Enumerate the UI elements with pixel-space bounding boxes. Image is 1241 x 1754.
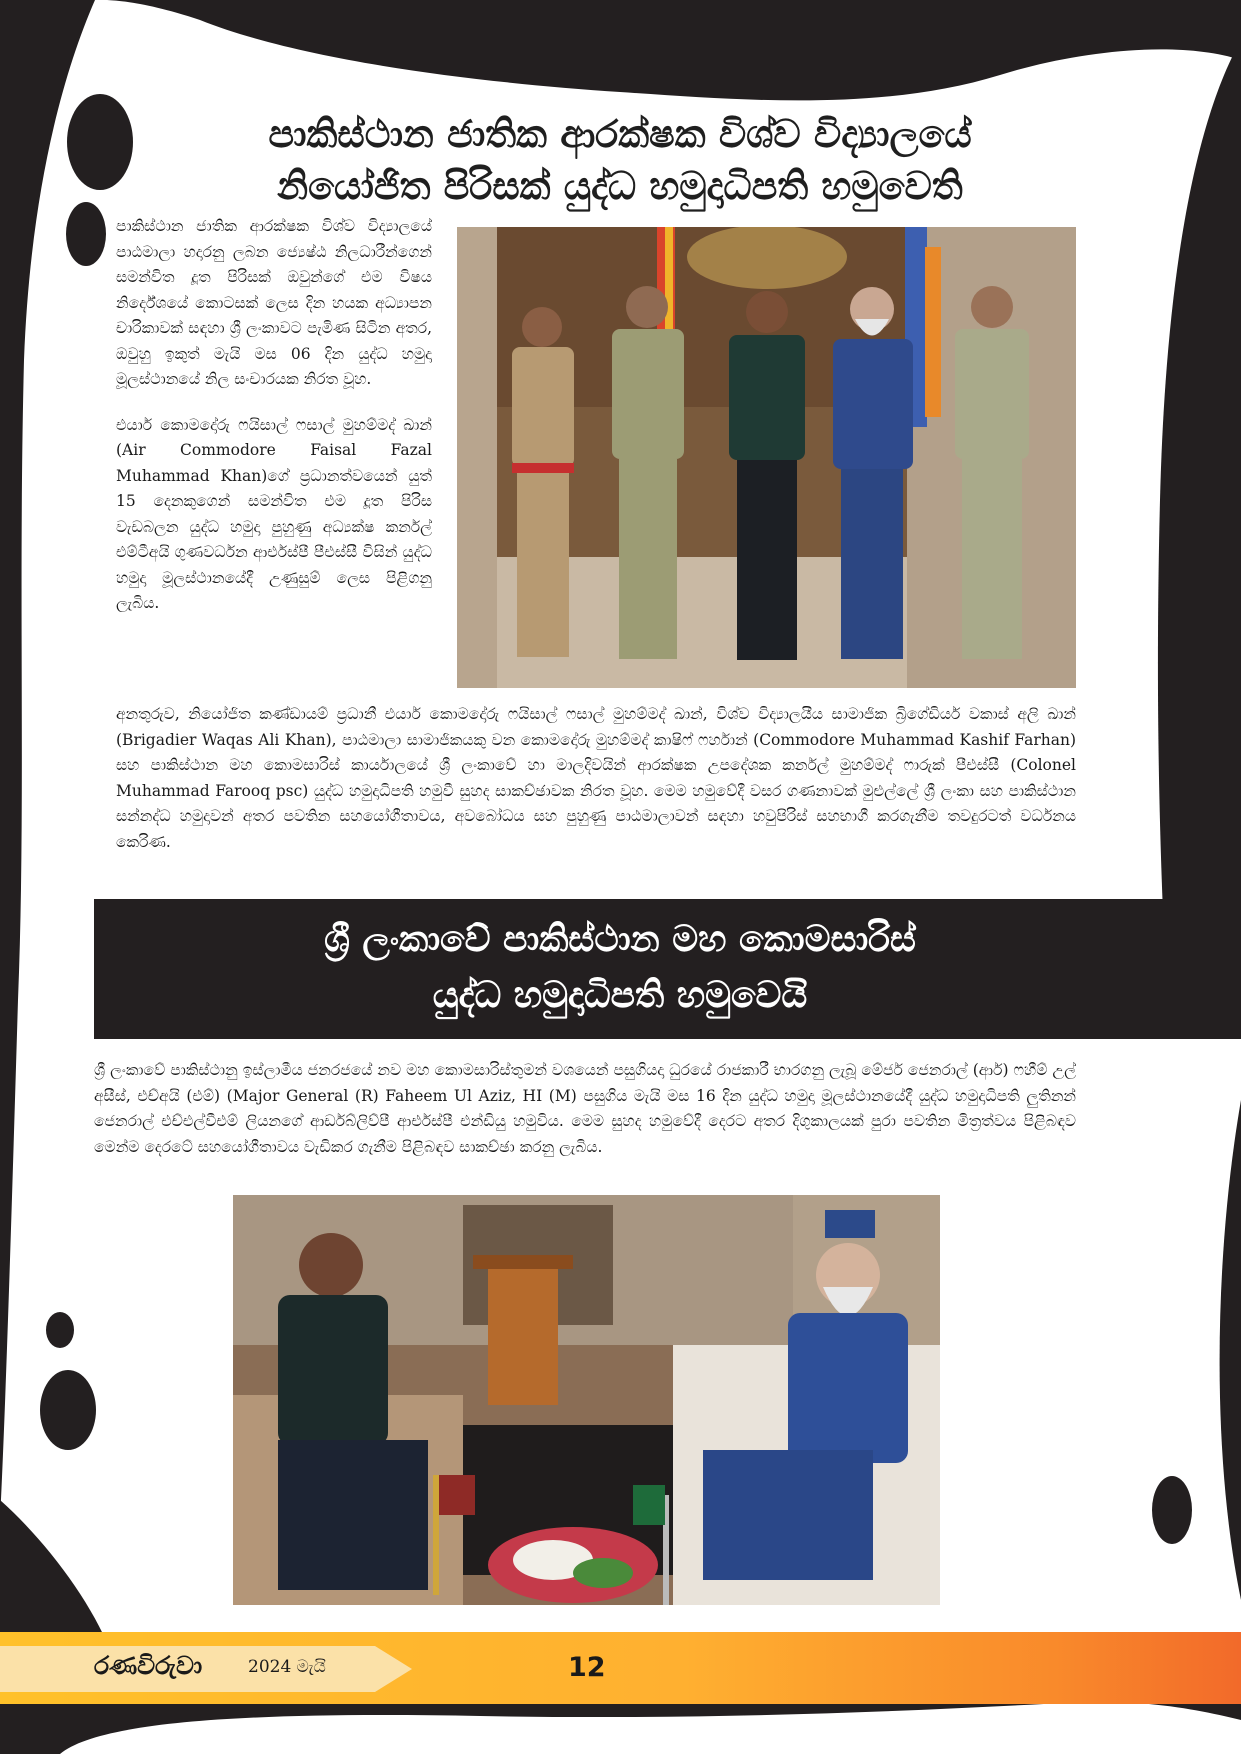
article1-paragraph-2: එයාර් කොමදෝරු ෆයිසාල් ෆසාල් මුහම්මද් ඛාන් (Air Commodore Faisal Fazal Muhammad Khan)ගේ ප්‍රධානත්වයෙන් යුත් 15 දෙනකුගෙන් සමන්විත එම දූත පිරිස වැඩබලන යුද්ධ හමුදා පුහුණු අධ්‍යක්ෂ කර්නල් එම්ටීඅයි ගුණවර්ධන ආර්එස්පී පීඑස්සී විසින් යුද්ධ හමුදා මූලස්ථානයේදී උණුසුම් ලෙස පිළිගනු ලැබිය. xyxy=(116,415,432,612)
article2-title-line1: ශ්‍රී ලංකාවේ පාකිස්ථාන මහ කොමසාරිස් xyxy=(324,919,916,960)
article1-title-line2: නියෝජිත පිරිසක් යුද්ධ හමුදාධිපති හමුවෙති xyxy=(277,164,963,208)
publication-logo: රණවිරුවා xyxy=(94,1651,203,1680)
article2-title xyxy=(94,912,1146,1024)
article1-column xyxy=(116,214,432,637)
article1-title-line1: පාකිස්ථාන ජාතික ආරක්ෂක විශ්ව විද්‍යාලයේ xyxy=(268,112,972,156)
article2-paragraph: ශ්‍රී ලංකාවේ පාකිස්ථානු ඉස්ලාමීය ජනරජයේ නව මහ කොමසාරිස්තුමන් වශයෙන් පසුගියදා ධුරයේ රාජකාරී භාරගනු ලැබූ මේජර් ජෙනරාල් (ආර්) ෆහීම් උල් අසීස්, එච්අයි (එම්) (Major General (R) Faheem Ul Aziz, HI (M) පසුගිය මැයි මස 16 දින යුද්ධ හමුදා මූලස්ථානයේදී යුද්ධ හමුදාධිපති ලුතිනන් ජෙනරාල් එච්එල්වීඑම් ලියනගේ ආර්ඩබ්ලිව්පී ආර්එස්පී එන්ඩියු හමුවිය. මෙම සුහද හමුවේදී දෙරට අතර දිගුකාලයක් පුරා පවතින මිත්‍රත්වය පිළිබඳව මෙන්ම දෙරටේ සහයෝගීතාවය වැඩිකර ගැනීම පිළිබඳව සාකච්ඡා කරනු ලැබිය. xyxy=(94,1061,1076,1156)
article1-title xyxy=(150,108,1090,212)
meeting-photo xyxy=(233,1195,940,1605)
page-number: 12 xyxy=(568,1652,606,1683)
issue-date: 2024 මැයි xyxy=(248,1657,326,1677)
article1-paragraph-3: අනතුරුව, නියෝජිත කණ්ඩායම් ප්‍රධානී එයාර් කොමදෝරු ෆයිසාල් ෆසාල් මුහම්මද් ඛාන්, විශ්ව විද්‍යාලයීය සාමාජික බ්‍රිගේඩියර් වකාස් අලි ඛාන් (Brigadier Waqas Ali Khan), පාඨමාලා සාමාජිකයකු වන කොමදෝරු මුහම්මද් කාෂිෆ් ෆර්හාන් (Commodore Muhammad Kashif Farhan) සහ පාකිස්ථාන මහ කොමසාරිස් කාර්යාලයේ ශ්‍රී ලංකාවේ හා මාලදිවයින් ආරක්ෂක උපදේශක කර්නල් මුහම්මද් ෆාරුක් පීඑස්සී (Colonel Muhammad Farooq psc) යුද්ධ හමුදාධිපති හමුවී සුහද සාකච්ඡාවක නිරත වූහ. මෙම හමුවේදී වසර ගණනාවක් මුළුල්ලේ ශ්‍රී ලංකා සහ පාකිස්ථාන සන්නද්ධ හමුදාවන් අතර පවතින සහයෝගීතාවය, අවබෝධය සහ පුහුණු පාඨමාලාවන් සඳහා හවුපිරිස් සහභාගී කරගැනීම තවදුරටත් වර්ධනය කෙරිණ. xyxy=(116,705,1076,851)
footer-tab xyxy=(0,1646,412,1692)
article1-paragraph-1: පාකිස්ථාන ජාතික ආරක්ෂක විශ්ව විද්‍යාලයේ පාඨමාලා හදාරනු ලබන ජ්‍යෙෂ්ඨ නිලධාරීන්ගෙන් සමන්විත දූත පිරිසක් ඔවුන්ගේ එම විෂය නිර්දේශයේ කොටසක් ලෙස දින හයක අධ්‍යාපන චාරිකාවක් සඳහා ශ්‍රී ලංකාවට පැමිණ සිටින අතර, ඔවුහු ඉකුත් මැයි මස 06 දින යුද්ධ හමුදා මූලස්ථානයේ නිල සංචාරයක නිරත වූහ. xyxy=(116,217,432,388)
article2-title-line2: යුද්ධ හමුදාධිපති හමුවෙයි xyxy=(432,975,808,1016)
group-photo xyxy=(457,227,1076,688)
